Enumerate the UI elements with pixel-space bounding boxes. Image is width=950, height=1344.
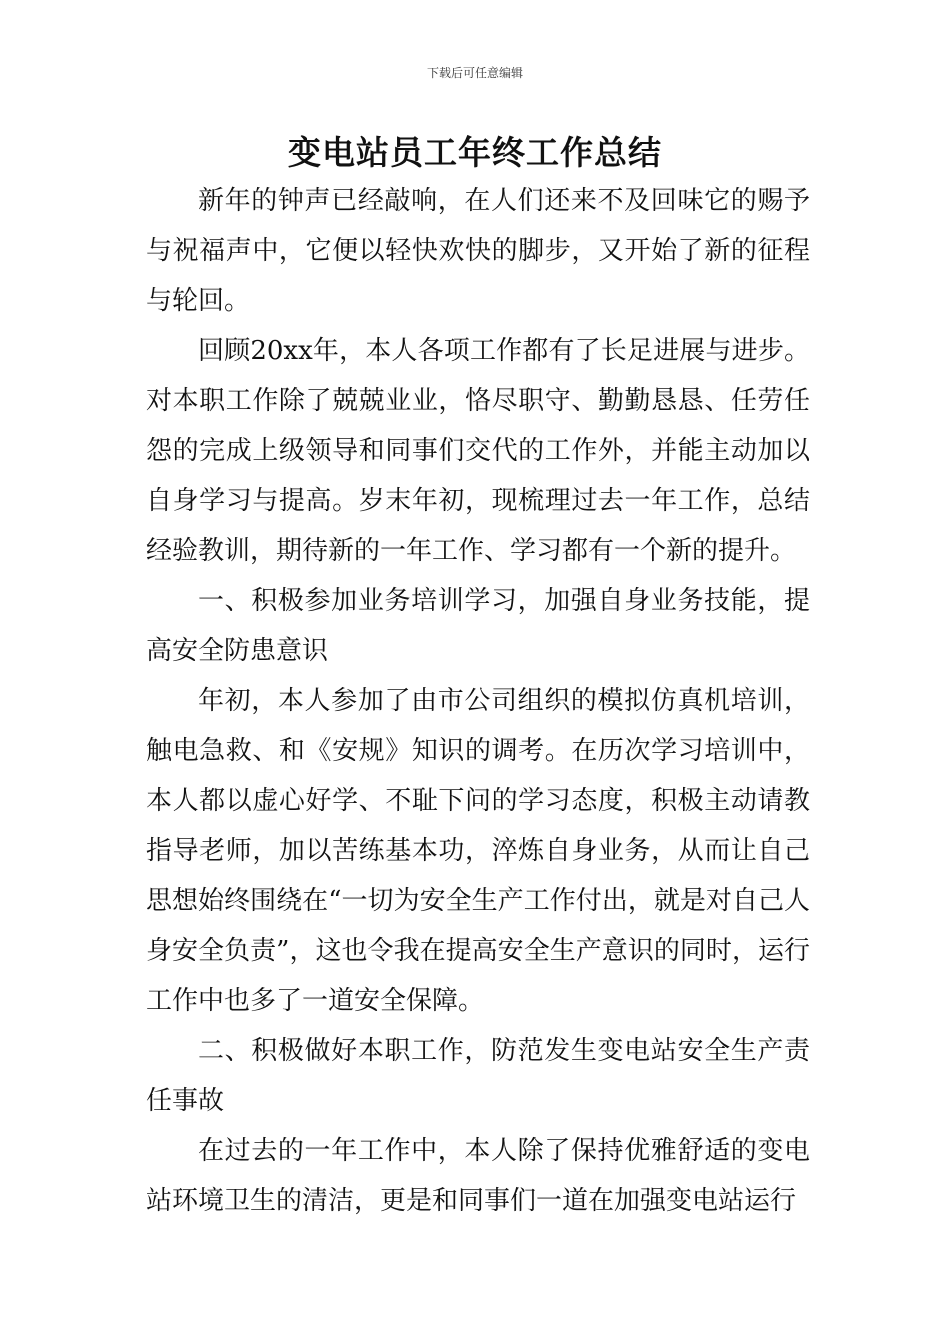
paragraph: 新年的钟声已经敲响，在人们还来不及回味它的赐予与祝福声中，它便以轻快欢快的脚步，又开始了新的征程与轮回。 xyxy=(146,186,810,316)
paragraph: 在过去的一年工作中，本人除了保持优雅舒适的变电站环境卫生的清洁，更是和同事们一道在加强变电站运行 xyxy=(146,1136,810,1216)
header-note: 下载后可任意编辑 xyxy=(426,66,523,80)
document-title: 变电站员工年终工作总结 xyxy=(288,133,662,172)
paragraph: 年初，本人参加了由市公司组织的模拟仿真机培训，触电急救、和《安规》知识的调考。在历次学习培训中，本人都以虚心好学、不耻下问的学习态度，积极主动请教指导老师，加以苦练基本功，淬炼自身业务，从而让自己思想始终围绕在“一切为安全生产工作付出，就是对自己人身安全负责”，这也令我在提高安全生产意识的同时，运行工作中也多了一道安全保障。 xyxy=(146,686,810,1016)
paragraph: 回顾20xx年，本人各项工作都有了长足进展与进步。对本职工作除了兢兢业业，恪尽职守、勤勤恳恳、任劳任怨的完成上级领导和同事们交代的工作外，并能主动加以自身学习与提高。岁末年初，现梳理过去一年工作，总结经验教训，期待新的一年工作、学习都有一个新的提升。 xyxy=(146,336,810,566)
document-body xyxy=(146,176,810,1226)
section-heading: 二、积极做好本职工作，防范发生变电站安全生产责任事故 xyxy=(146,1036,810,1116)
section-heading: 一、积极参加业务培训学习，加强自身业务技能，提高安全防患意识 xyxy=(146,586,810,666)
